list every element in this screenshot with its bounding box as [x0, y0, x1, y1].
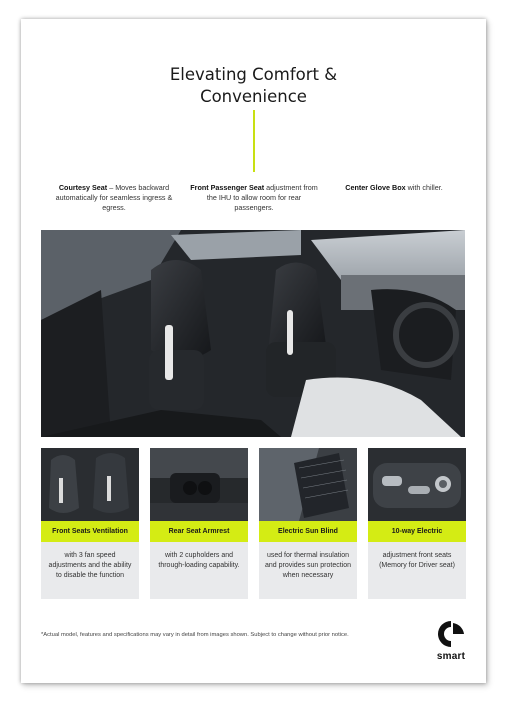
feature-courtesy-seat [49, 183, 179, 213]
feature-text: adjustment from the IHU to allow room for rear passengers. [206, 183, 318, 212]
card-label: 10-way Electric [368, 521, 466, 542]
feature-card-front-seats-ventilation [41, 448, 139, 599]
feature-card-electric-sun-blind [259, 448, 357, 599]
card-label: Electric Sun Blind [259, 521, 357, 542]
card-label: Front Seats Ventilation [41, 521, 139, 542]
card-description: adjustment front seats (Memory for Driver seat) [379, 552, 455, 569]
thumb-seat-controls [368, 448, 466, 521]
hero-interior-image [41, 230, 465, 437]
feature-front-passenger-seat [189, 183, 319, 213]
page-title-line1: Elevating Comfort & [169, 65, 338, 84]
thumb-front-seats [41, 448, 139, 521]
feature-text: with chiller. [405, 183, 443, 192]
page-title [21, 64, 486, 108]
thumb-sun-blind [259, 448, 357, 521]
feature-title: Courtesy Seat [58, 183, 108, 192]
card-label: Rear Seat Armrest [150, 521, 248, 542]
feature-title: Center Glove Box [345, 183, 406, 192]
page-title-line2: Convenience [200, 87, 307, 106]
card-description: with 3 fan speed adjustments and the ability to disable the function [48, 552, 132, 579]
thumb-rear-armrest [150, 448, 248, 521]
feature-text: – Moves backward automatically for seamless ingress & egress. [55, 183, 173, 212]
document-page [21, 19, 486, 683]
card-description: used for thermal insulation and provides sun protection when necessary [265, 552, 351, 579]
disclaimer-text: *Actual model, features and specifications may vary in detail from images shown. Subject to change without prior notice. [41, 632, 349, 638]
feature-title: Front Passenger Seat [190, 183, 265, 192]
feature-center-glove-box [329, 183, 459, 193]
feature-card-rear-seat-armrest [150, 448, 248, 599]
card-description: with 2 cupholders and through-loading capability. [158, 552, 240, 569]
accent-divider [253, 110, 255, 172]
brand-logo [431, 619, 471, 665]
smart-logo-icon [431, 619, 471, 651]
brand-wordmark: smart [436, 651, 466, 662]
feature-card-10-way-electric [368, 448, 466, 599]
